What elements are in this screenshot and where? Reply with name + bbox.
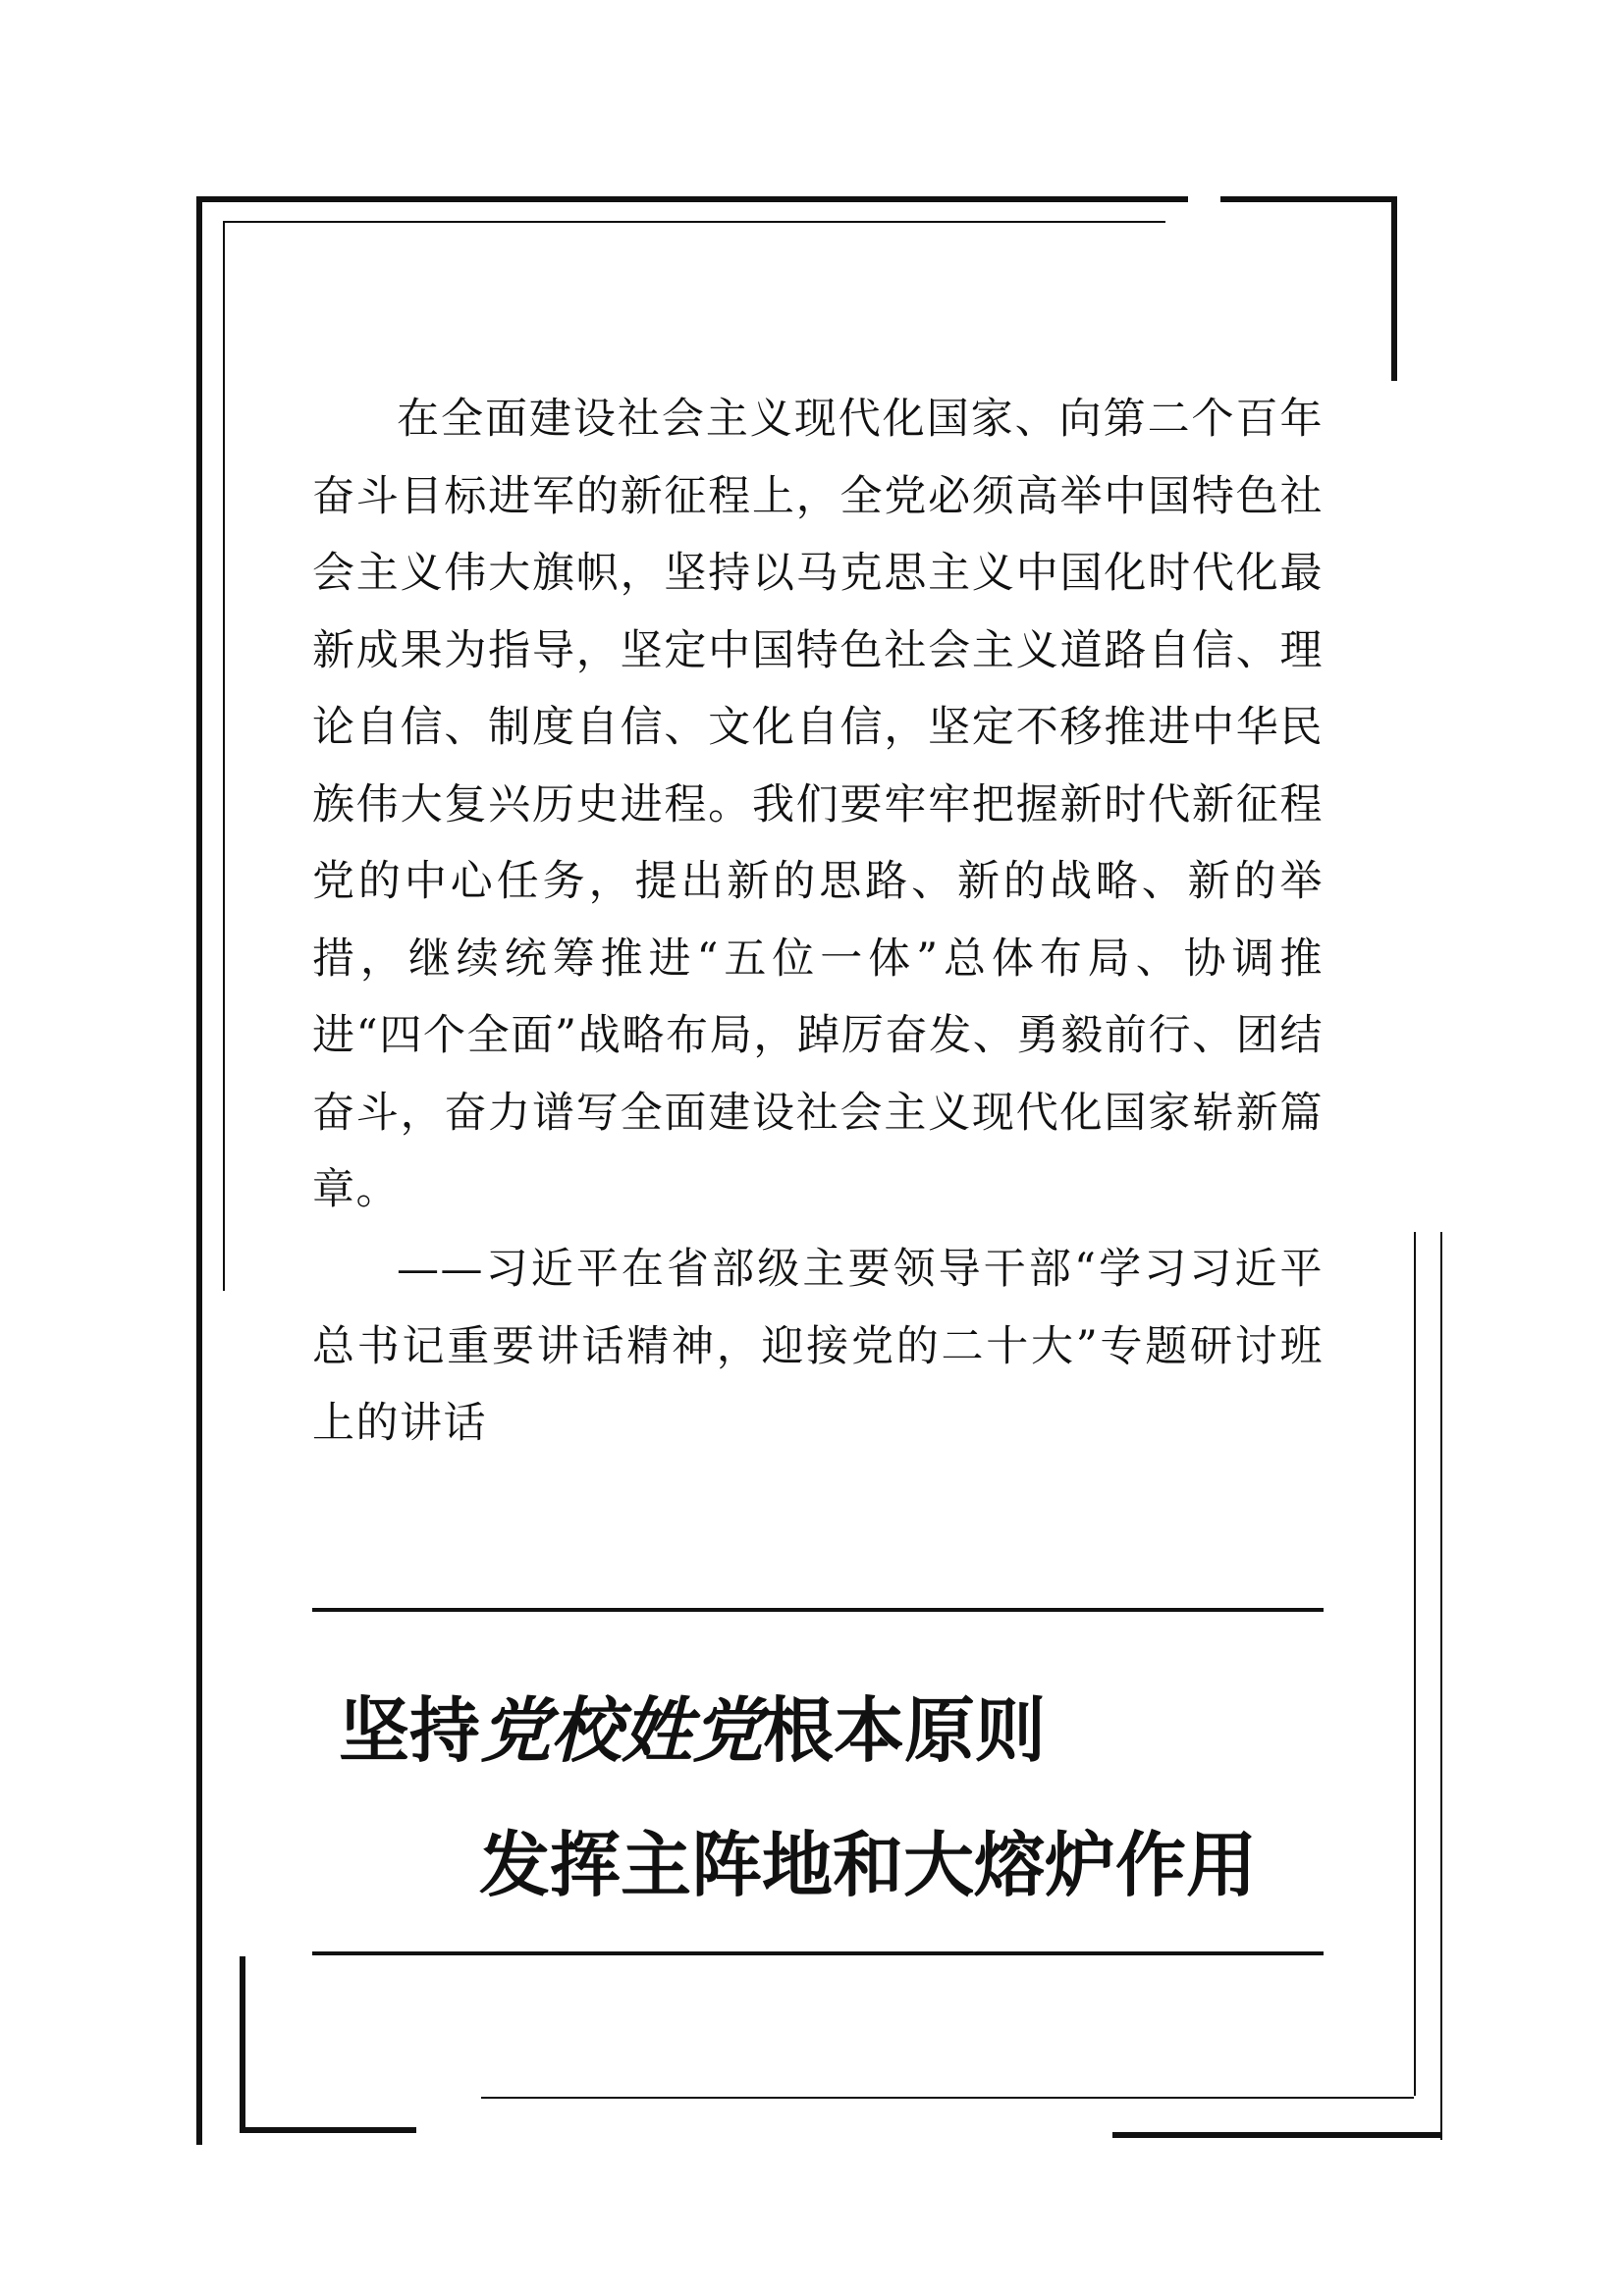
title-rule-bottom [312,1951,1324,1955]
frame-line [1391,196,1397,381]
title-line-1 [339,1674,1046,1776]
frame-line [223,221,225,1291]
title-prefix: 坚持 [339,1689,481,1772]
frame-line [240,1956,245,2133]
title-rule-top [312,1608,1324,1612]
quote-source: ——习近平在省部级主要领导干部“学习习近平总书记重要讲话精神，迎接党的二十大”专题研讨班上的讲话 [312,1245,1324,1448]
title-suffix: 根本原则 [763,1689,1047,1772]
frame-line [1112,2132,1442,2138]
frame-line [1220,196,1397,202]
frame-line [223,221,1165,223]
quote-paragraph: 在全面建设社会主义现代化国家、向第二个百年奋斗目标进军的新征程上，全党必须高举中国特色社会主义伟大旗帜，坚持以马克思主义中国化时代化最新成果为指导，坚定中国特色社会主义道路自信、理论自信、制度自信、文化自信，坚定不移推进中华民族伟大复兴历史进程。我们要牢牢把握新时代新征程党的中心任务，提出新的思路、新的战略、新的举措，继续统筹推进“五位一体”总体布局、协调推进“四个全面”战略布局，踔厉奋发、勇毅前行、团结奋斗，奋力谱写全面建设社会主义现代化国家崭新篇章。 [312,395,1324,1214]
frame-line [1440,1232,1442,2140]
frame-line [1414,1232,1416,2096]
title-line-2: 发挥主阵地和大熔炉作用 [479,1824,1258,1906]
frame-line [196,196,1188,202]
frame-line [240,2127,416,2133]
frame-line [481,2097,1414,2099]
frame-line [196,196,202,2145]
title-highlight: 党校姓党 [480,1688,764,1772]
